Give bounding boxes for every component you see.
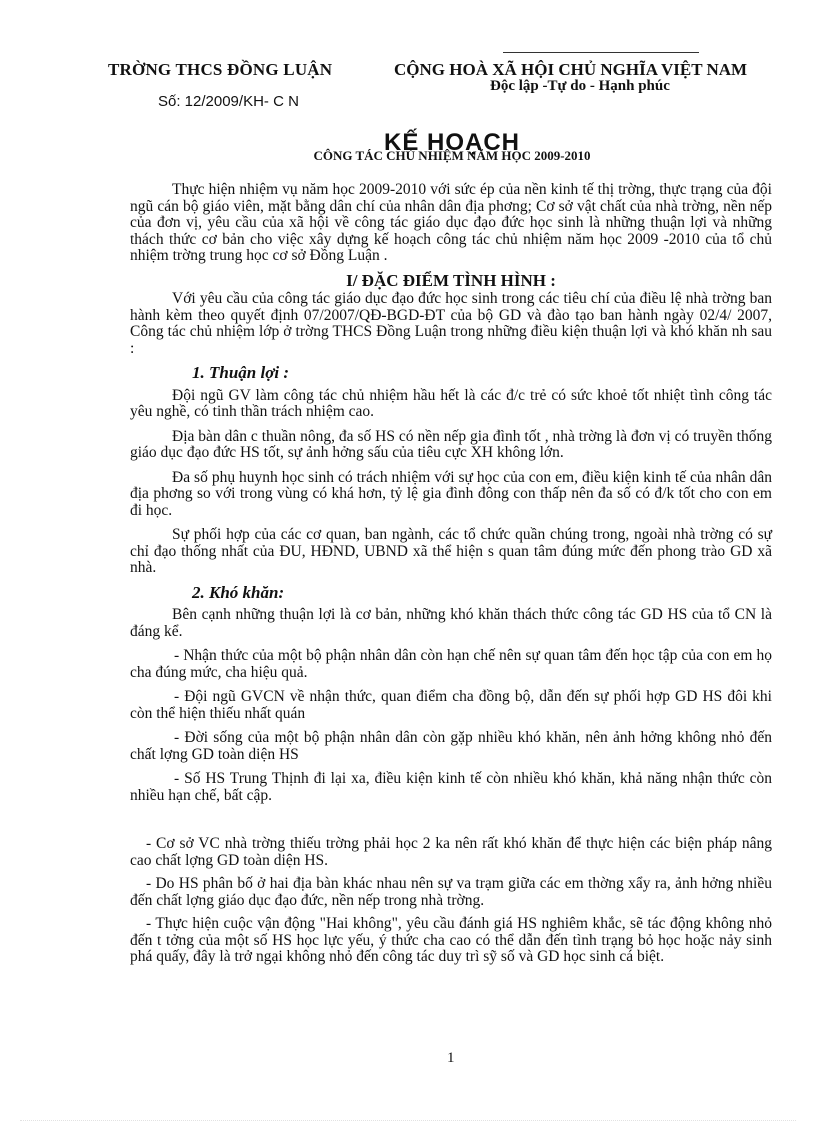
list-item: Đa số phụ huynh học sinh có trách nhiệm với sự học của con em, điều kiện kinh tế của nhân dân địa phơng so với trong vùng có khá hơn, tỷ lệ gia đình đông con thấp nên đa số có đ/k tốt cho con em đi học. [130,468,772,519]
list-item: - Số HS Trung Thịnh đi lại xa, điều kiện kinh tế còn nhiều khó khăn, khả năng nhận thức còn nhiều hạn chế, bất cập. [130,770,772,804]
section-lead-paragraph: Với yêu cầu của công tác giáo dục đạo đức học sinh trong các tiêu chí của điều lệ nhà trờng ban hành kèm theo quyết định 07/2007/QĐ-BGD-ĐT của bộ GD và đào tạo ban hành ngày 02/4/ 2007, Công tác chủ nhiệm lớp ở trờng THCS Đồng Luận trong những điều kiện thuận lợi và khó khăn nh sau : [130,290,772,357]
list-item: - Đội ngũ GVCN về nhận thức, quan điểm cha đồng bộ, dẫn đến sự phối hợp GD HS đôi khi còn thể hiện thiếu nhất quán [130,688,772,722]
paragraph-spacer [130,812,772,836]
list-item: - Cơ sở VC nhà trờng thiếu trờng phải học 2 ka nên rất khó khăn để thực hiện các biện pháp nâng cao chất lợng GD toàn diện HS. [130,835,772,869]
subsection-heading-kho-khan: 2. Khó khăn: [192,582,285,602]
national-title: CỘNG HOÀ XÃ HỘI CHỦ NGHĨA VIỆT NAM [394,60,748,79]
list-item: Đội ngũ GV làm công tác chủ nhiệm hầu hết là các đ/c trẻ có sức khoẻ tốt nhiệt tình công tác yêu nghề, có tinh thần trách nhiệm cao. [130,386,772,420]
intro-paragraph: Thực hiện nhiệm vụ năm học 2009-2010 với sức ép của nền kinh tế thị trờng, thực trạng của đội ngũ cán bộ giáo viên, mặt bằng dân chí của nhân dân địa phơng; Cơ sở vật chất của nhà trờng, nền nếp của đơn vị, yêu cầu của xã hội về công tác giáo dục đạo đức học sinh là những thuận lợi và những thách thức cơ bản cho việc xây dựng kế hoạch công tác chủ nhiệm năm học 2009 -2010 của tổ chủ nhiệm trờng trung học cơ sở Đồng Luận . [130,181,772,264]
list-item: - Đời sống của một bộ phận nhân dân còn gặp nhiều khó khăn, nên ảnh hởng không nhỏ đến chất lợng GD toàn diện HS [130,729,772,763]
school-name: TRỜNG THCS ĐỒNG LUẬN [108,60,333,79]
document-body [130,182,772,973]
subsection-heading-thuan-loi: 1. Thuận lợi : [192,363,289,382]
national-motto: Độc lập -Tự do - Hạnh phúc [490,78,670,94]
page-number: 1 [447,1050,455,1066]
header-rule [503,52,699,53]
list-item: - Nhận thức của một bộ phận nhân dân còn hạn chế nên sự quan tâm đến học tập của con em họ cha đúng mức, cha hiệu quả. [130,647,772,681]
document-number: Số: 12/2009/KH- C N [158,93,299,110]
page-bottom-rule [20,1120,796,1121]
section-heading: I/ ĐẶC ĐIỂM TÌNH HÌNH : [346,270,556,290]
document-title: KẾ HOẠCH [383,129,520,156]
list-item: Địa bàn dân c thuần nông, đa số HS có nền nếp gia đình tốt , nhà trờng là đơn vị có truyền thống giáo dục đạo đức HS tốt, sự ảnh hởng sấu của tiêu cực XH không lớn. [130,427,772,461]
list-item: - Thực hiện cuộc vận động "Hai không", yêu cầu đánh giá HS nghiêm khắc, sẽ tác động không nhỏ đến t tởng của một số HS học lực yếu, ý thức cha cao có thể dẫn đến tình trạng bỏ học hoặc nảy sinh phá quấy, đây là trở ngại không nhỏ đến công tác duy trì sỹ số và GD học sinh cá biệt. [130,915,772,965]
list-item: Bên cạnh những thuận lợi là cơ bản, những khó khăn thách thức công tác GD HS của tổ CN là đáng kể. [130,606,772,640]
list-item: - Do HS phân bố ở hai địa bàn khác nhau nên sự va trạm giữa các em thờng xẩy ra, ảnh hởng nhiều đến chất lợng giáo dục đạo đức, nền nếp trong nhà trờng. [130,875,772,909]
document-subtitle: CÔNG TÁC CHỦ NHIỆM NĂM HỌC 2009-2010 [313,148,591,163]
list-item: Sự phối hợp của các cơ quan, ban ngành, các tổ chức quần chúng trong, ngoài nhà trờng có sự chỉ đạo thống nhất của ĐU, HĐND, UBND xã thể hiện s quan tâm đúng mức đến phong trào GD xã nhà. [130,526,772,576]
